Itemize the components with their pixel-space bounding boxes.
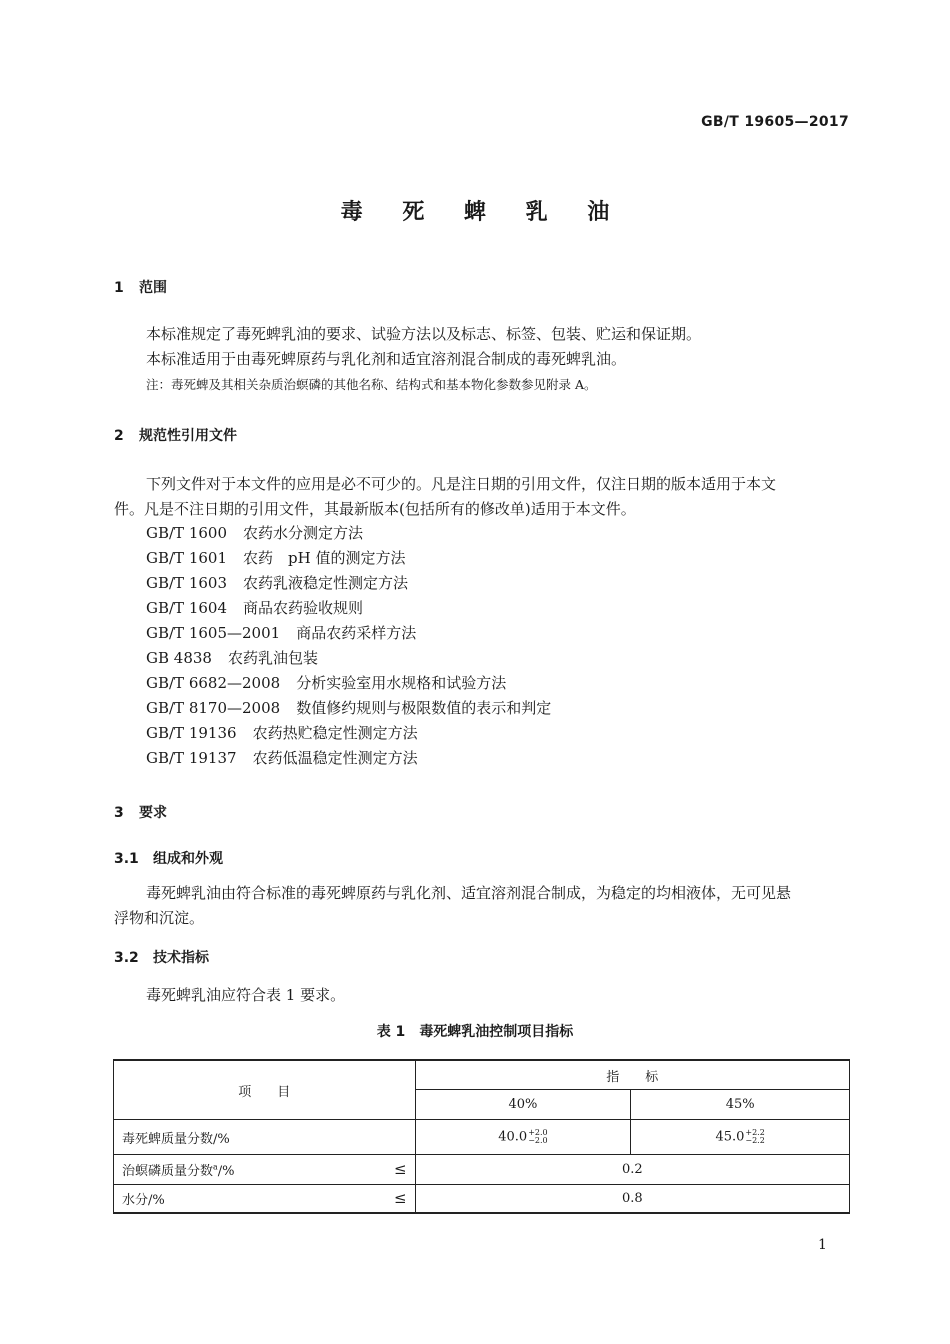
paragraph: 件。凡是不注日期的引用文件，其最新版本(包括所有的修改单)适用于本文件。 — [114, 500, 636, 518]
reference-item — [146, 597, 363, 618]
header-item-cell: 项 目 — [114, 1060, 416, 1120]
section-title: 范围 — [139, 280, 167, 296]
subsection-3-2-heading — [114, 947, 209, 967]
reference-title: 分析实验室用水规格和试验方法 — [296, 674, 507, 692]
value-cell: 0.8 — [415, 1185, 849, 1213]
table-row — [114, 1120, 850, 1155]
reference-item — [146, 547, 405, 568]
paragraph: 本标准规定了毒死蜱乳油的要求、试验方法以及标志、标签、包装、贮运和保证期。 — [146, 325, 702, 343]
reference-title: 农药乳液稳定性测定方法 — [243, 574, 409, 592]
paragraph: 毒死蜱乳油应符合表 1 要求。 — [146, 986, 346, 1004]
reference-code: GB/T 1603 — [146, 574, 228, 592]
section-3-heading — [114, 802, 167, 822]
tolerance-upper: +2.2 — [745, 1128, 765, 1137]
reference-code: GB/T 6682—2008 — [146, 674, 281, 692]
page-number: 1 — [818, 1237, 827, 1253]
subsection-number: 3.1 — [114, 851, 139, 867]
row-item-cell — [114, 1185, 416, 1213]
reference-code: GB/T 1600 — [146, 524, 228, 542]
table-header-row — [114, 1060, 850, 1090]
table-caption-text: 毒死蜱乳油控制项目指标 — [419, 1024, 574, 1040]
reference-item — [146, 622, 416, 643]
leq-symbol: ≤ — [394, 1188, 407, 1207]
paragraph: 浮物和沉淀。 — [114, 909, 205, 927]
section-number: 3 — [114, 805, 124, 821]
section-1-heading — [114, 277, 167, 297]
section-number: 2 — [114, 428, 124, 444]
reference-title: 农药乳油包装 — [227, 649, 318, 667]
reference-item — [146, 747, 418, 768]
row-item-cell — [114, 1155, 416, 1185]
standard-code: GB/T 19605—2017 — [701, 114, 849, 130]
table-row — [114, 1155, 850, 1185]
tolerance — [745, 1129, 764, 1145]
item-label: 治螟磷质量分数 — [122, 1164, 214, 1179]
tolerance — [528, 1129, 547, 1145]
subsection-title: 技术指标 — [153, 950, 209, 966]
reference-title: 农药水分测定方法 — [243, 524, 364, 542]
footnote-mark: a — [213, 1162, 218, 1172]
value-base: 40.0 — [498, 1129, 528, 1145]
value-40-cell — [415, 1120, 631, 1155]
section-title: 要求 — [139, 805, 167, 821]
tolerance-lower: −2.0 — [528, 1136, 548, 1145]
item-unit: /% — [217, 1164, 235, 1179]
item-label: 水分/% — [122, 1192, 165, 1208]
reference-title: 数值修约规则与极限数值的表示和判定 — [296, 699, 552, 717]
reference-code: GB/T 19137 — [146, 749, 237, 767]
reference-title: 商品农药采样方法 — [296, 624, 417, 642]
reference-code: GB/T 1601 — [146, 549, 228, 567]
reference-item — [146, 647, 318, 668]
reference-title: 农药 pH 值的测定方法 — [243, 549, 406, 567]
leq-symbol: ≤ — [394, 1160, 407, 1178]
document-title: 毒 死 蜱 乳 油 — [340, 200, 626, 225]
paragraph: 毒死蜱乳油由符合标准的毒死蜱原药与乳化剂、适宜溶剂混合制成，为稳定的均相液体，无可见悬 — [146, 884, 792, 902]
subsection-number: 3.2 — [114, 950, 139, 966]
reference-item — [146, 572, 408, 593]
reference-title: 商品农药验收规则 — [243, 599, 364, 617]
reference-code: GB/T 1605—2001 — [146, 624, 281, 642]
subsection-title: 组成和外观 — [153, 851, 223, 867]
reference-code: GB/T 19136 — [146, 724, 237, 742]
section-title: 规范性引用文件 — [139, 428, 237, 444]
reference-code: GB/T 8170—2008 — [146, 699, 281, 717]
reference-code: GB/T 1604 — [146, 599, 228, 617]
paragraph: 本标准适用于由毒死蜱原药与乳化剂和适宜溶剂混合制成的毒死蜱乳油。 — [146, 350, 627, 368]
paragraph: 下列文件对于本文件的应用是必不可少的。凡是注日期的引用文件，仅注日期的版本适用于本文 — [146, 475, 777, 493]
reference-code: GB 4838 — [146, 649, 212, 667]
table-caption — [0, 1021, 950, 1041]
value-cell: 0.2 — [415, 1155, 849, 1185]
section-2-heading — [114, 425, 237, 445]
reference-item — [146, 722, 418, 743]
value-base: 45.0 — [715, 1129, 745, 1145]
header-40-cell: 40% — [415, 1090, 631, 1120]
table-number: 表 1 — [376, 1024, 406, 1040]
reference-title: 农药热贮稳定性测定方法 — [252, 724, 418, 742]
subsection-3-1-heading — [114, 848, 223, 868]
header-index-cell: 指 标 — [415, 1060, 849, 1090]
header-45-cell: 45% — [631, 1090, 850, 1120]
section-number: 1 — [114, 280, 124, 296]
table-row — [114, 1185, 850, 1213]
tolerance-upper: +2.0 — [528, 1128, 548, 1137]
value-45-cell — [631, 1120, 850, 1155]
reference-title: 农药低温稳定性测定方法 — [252, 749, 418, 767]
reference-item — [146, 672, 506, 693]
tolerance-lower: −2.2 — [745, 1136, 765, 1145]
note: 注：毒死蜱及其相关杂质治螟磷的其他名称、结构式和基本物化参数参见附录 A。 — [146, 377, 597, 392]
reference-item — [146, 697, 551, 718]
requirements-table — [113, 1059, 850, 1214]
reference-item — [146, 522, 363, 543]
row-item-cell: 毒死蜱质量分数/% — [114, 1120, 416, 1155]
